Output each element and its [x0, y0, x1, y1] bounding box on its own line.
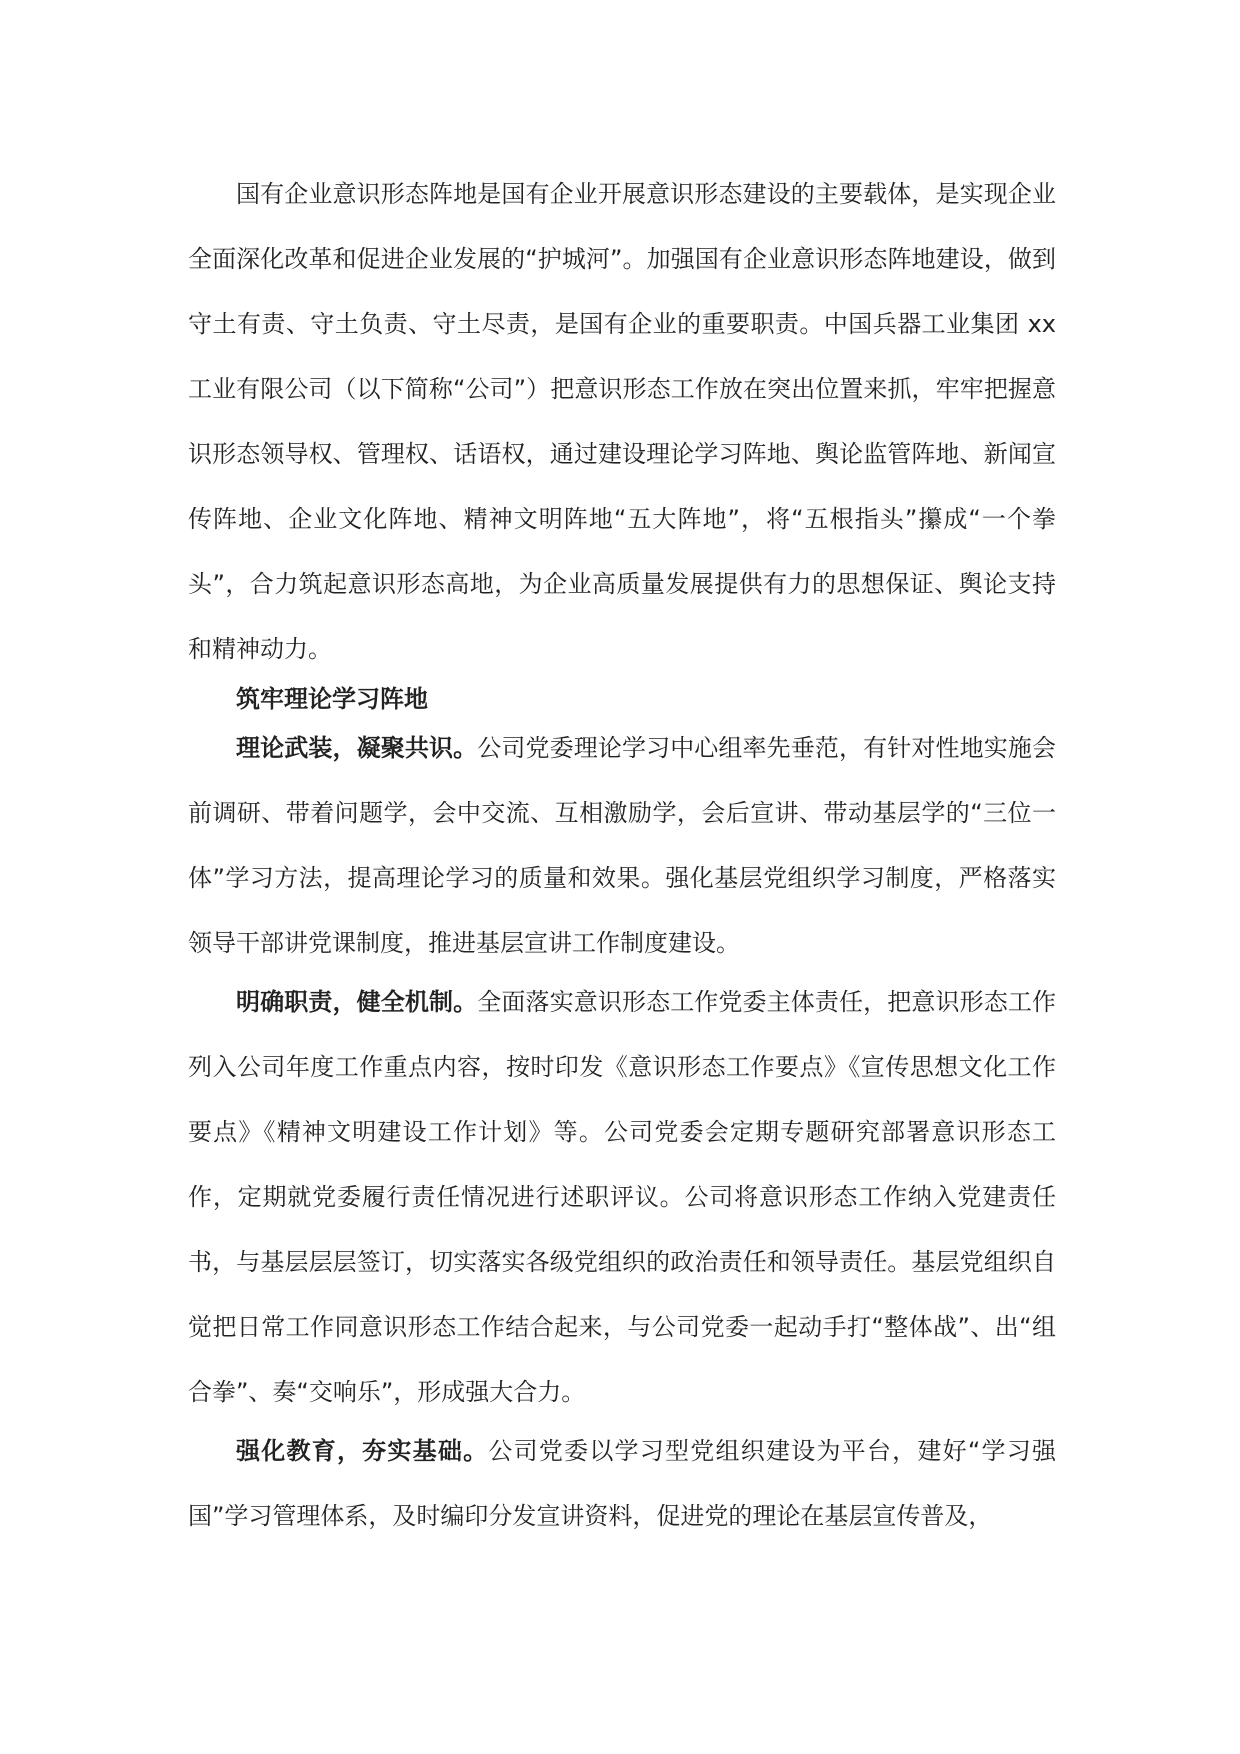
paragraph-text: 公司党委理论学习中心组率先垂范，有针对性地实施会前调研、带着问题学，会中交流、互相激励学，会后宣讲、带动基层学的“三位一体”学习方法，提高理论学习的质量和效果。强化基层党组织学习制度，严格落实领导干部讲党课制度，推进基层宣讲工作制度建设。	[188, 734, 1057, 957]
body-paragraph-theory	[188, 716, 1056, 976]
intro-paragraph: 国有企业意识形态阵地是国有企业开展意识形态建设的主要载体，是实现企业全面深化改革和促进企业发展的“护城河”。加强国有企业意识形态阵地建设，做到守土有责、守土负责、守土尽责，是国有企业的重要职责。中国兵器工业集团 xx 工业有限公司（以下简称“公司”）把意识形态工作放在突出位置来抓，牢牢把握意识形态领导权、管理权、话语权，通过建设理论学习阵地、舆论监管阵地、新闻宣传阵地、企业文化阵地、精神文明阵地“五大阵地”，将“五根指头”攥成“一个拳头”，合力筑起意识形态高地，为企业高质量发展提供有力的思想保证、舆论支持和精神动力。	[188, 180, 1056, 663]
paragraph-lead: 明确职责，健全机制。	[236, 988, 478, 1016]
paragraph-text: 公司党委以学习型党组织建设为平台，建好“学习强国”学习管理体系，及时编印分发宣讲资料，促进党的理论在基层宣传普及，	[188, 1437, 1057, 1530]
paragraph-lead: 理论武装，凝聚共识。	[236, 734, 478, 762]
body-paragraph-education	[188, 1419, 1056, 1549]
paragraph-text: 全面落实意识形态工作党委主体责任，把意识形态工作列入公司年度工作重点内容，按时印发《意识形态工作要点》《宣传思想文化工作要点》《精神文明建设工作计划》等。公司党委会定期专题研究部署意识形态工作，定期就党委履行责任情况进行述职评议。公司将意识形态工作纳入党建责任书，与基层层层签订，切实落实各级党组织的政治责任和领导责任。基层党组织自觉把日常工作同意识形态工作结合起来，与公司党委一起动手打“整体战”、出“组合拳”、奏“交响乐”，形成强大合力。	[188, 988, 1057, 1406]
paragraph-lead: 强化教育，夯实基础。	[236, 1437, 489, 1465]
section-heading: 筑牢理论学习阵地	[236, 685, 428, 713]
body-paragraph-duties	[188, 970, 1056, 1425]
document-body	[188, 162, 1056, 1549]
